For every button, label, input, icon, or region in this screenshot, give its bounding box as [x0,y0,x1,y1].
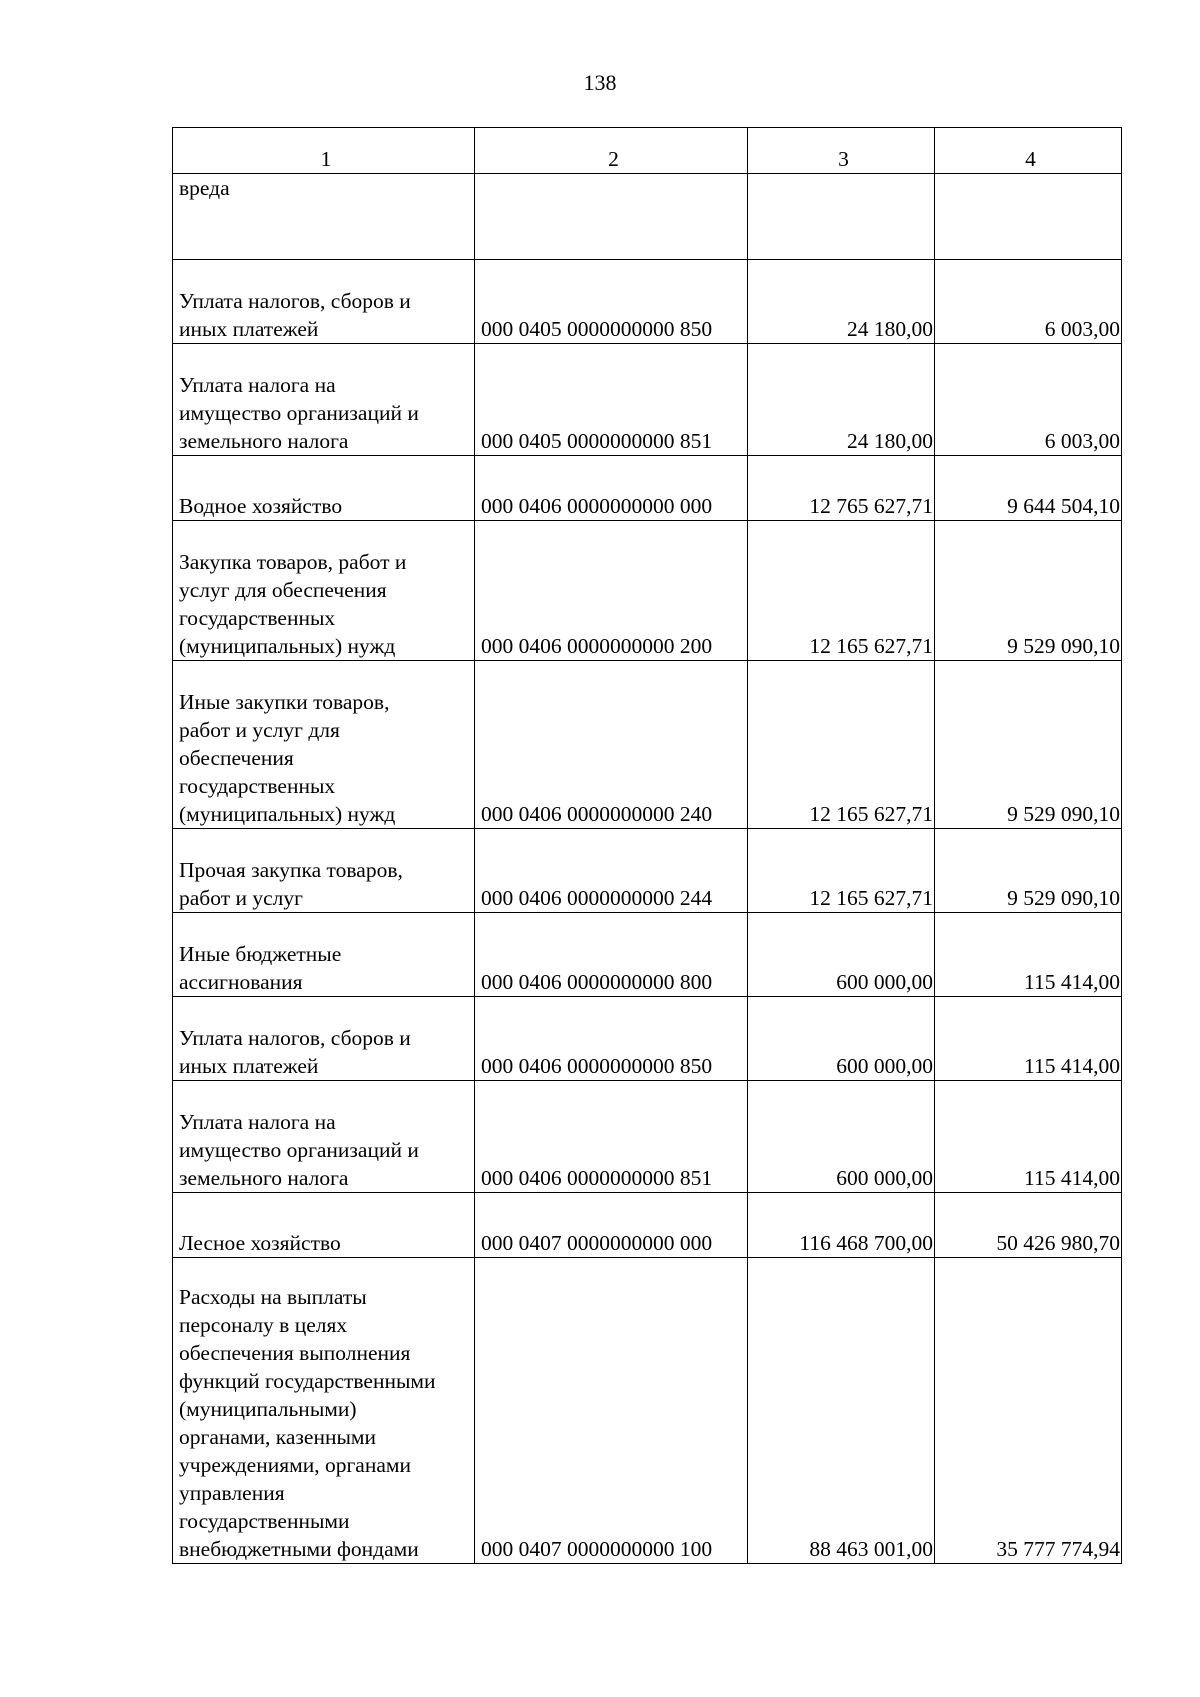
row-col4-value: 6 003,00 [935,344,1122,456]
budget-table [172,127,1122,1564]
table-row [173,829,1122,913]
row-code: 000 0407 0000000000 000 [475,1193,748,1258]
row-name: Уплата налогов, сборов и иных платежей [173,260,475,344]
row-name: Закупка товаров, работ и услуг для обеспечения государственных (муниципальных) нужд [173,521,475,661]
row-code: 000 0406 0000000000 000 [475,456,748,521]
header-col-4: 4 [935,128,1122,174]
row-col4-value: 6 003,00 [935,260,1122,344]
row-col3-value: 24 180,00 [748,260,935,344]
row-col3-value: 116 468 700,00 [748,1193,935,1258]
table-row [173,1081,1122,1193]
header-row [173,128,1122,174]
row-col4-value [935,174,1122,260]
page-number: 138 [583,70,617,95]
table-row [173,1193,1122,1258]
row-col3-value: 600 000,00 [748,1081,935,1193]
row-code: 000 0406 0000000000 240 [475,661,748,829]
row-col4-value: 9 529 090,10 [935,829,1122,913]
table-row [173,174,1122,260]
table-row [173,661,1122,829]
row-name: Иные бюджетные ассигнования [173,913,475,997]
row-code: 000 0406 0000000000 851 [475,1081,748,1193]
header-col-3: 3 [748,128,935,174]
row-col4-value: 9 644 504,10 [935,456,1122,521]
row-col3-value: 600 000,00 [748,997,935,1081]
row-col4-value: 35 777 774,94 [935,1258,1122,1564]
row-col3-value: 12 165 627,71 [748,661,935,829]
row-code: 000 0406 0000000000 800 [475,913,748,997]
row-name: Водное хозяйство [173,456,475,521]
row-col4-value: 9 529 090,10 [935,521,1122,661]
row-col3-value: 12 165 627,71 [748,521,935,661]
row-name: Прочая закупка товаров, работ и услуг [173,829,475,913]
row-col4-value: 115 414,00 [935,913,1122,997]
row-col3-value: 12 765 627,71 [748,456,935,521]
row-col4-value: 9 529 090,10 [935,661,1122,829]
row-col3-value: 24 180,00 [748,344,935,456]
row-name: Иные закупки товаров, работ и услуг для обеспечения государственных (муниципальных) нужд [173,661,475,829]
row-name: Лесное хозяйство [173,1193,475,1258]
table-row [173,997,1122,1081]
row-code: 000 0407 0000000000 100 [475,1258,748,1564]
row-col3-value: 600 000,00 [748,913,935,997]
row-code: 000 0406 0000000000 200 [475,521,748,661]
table-row [173,1258,1122,1564]
row-col3-value: 12 165 627,71 [748,829,935,913]
row-name: Расходы на выплаты персоналу в целях обеспечения выполнения функций государственными (муниципальными) органами, казенными учреждениями, органами управления государственными внебюджетными фондами [173,1258,475,1564]
table-row [173,521,1122,661]
table-row [173,913,1122,997]
row-code: 000 0406 0000000000 850 [475,997,748,1081]
row-code: 000 0405 0000000000 851 [475,344,748,456]
row-name: Уплата налога на имущество организаций и земельного налога [173,344,475,456]
row-col4-value: 115 414,00 [935,997,1122,1081]
row-col3-value: 88 463 001,00 [748,1258,935,1564]
table-row [173,344,1122,456]
table-row [173,456,1122,521]
row-name: вреда [173,174,475,260]
row-col4-value: 50 426 980,70 [935,1193,1122,1258]
row-name: Уплата налогов, сборов и иных платежей [173,997,475,1081]
row-name: Уплата налога на имущество организаций и земельного налога [173,1081,475,1193]
row-code [475,174,748,260]
row-code: 000 0405 0000000000 850 [475,260,748,344]
row-col3-value [748,174,935,260]
row-code: 000 0406 0000000000 244 [475,829,748,913]
header-col-1: 1 [173,128,475,174]
row-col4-value: 115 414,00 [935,1081,1122,1193]
table-row [173,260,1122,344]
header-col-2: 2 [475,128,748,174]
